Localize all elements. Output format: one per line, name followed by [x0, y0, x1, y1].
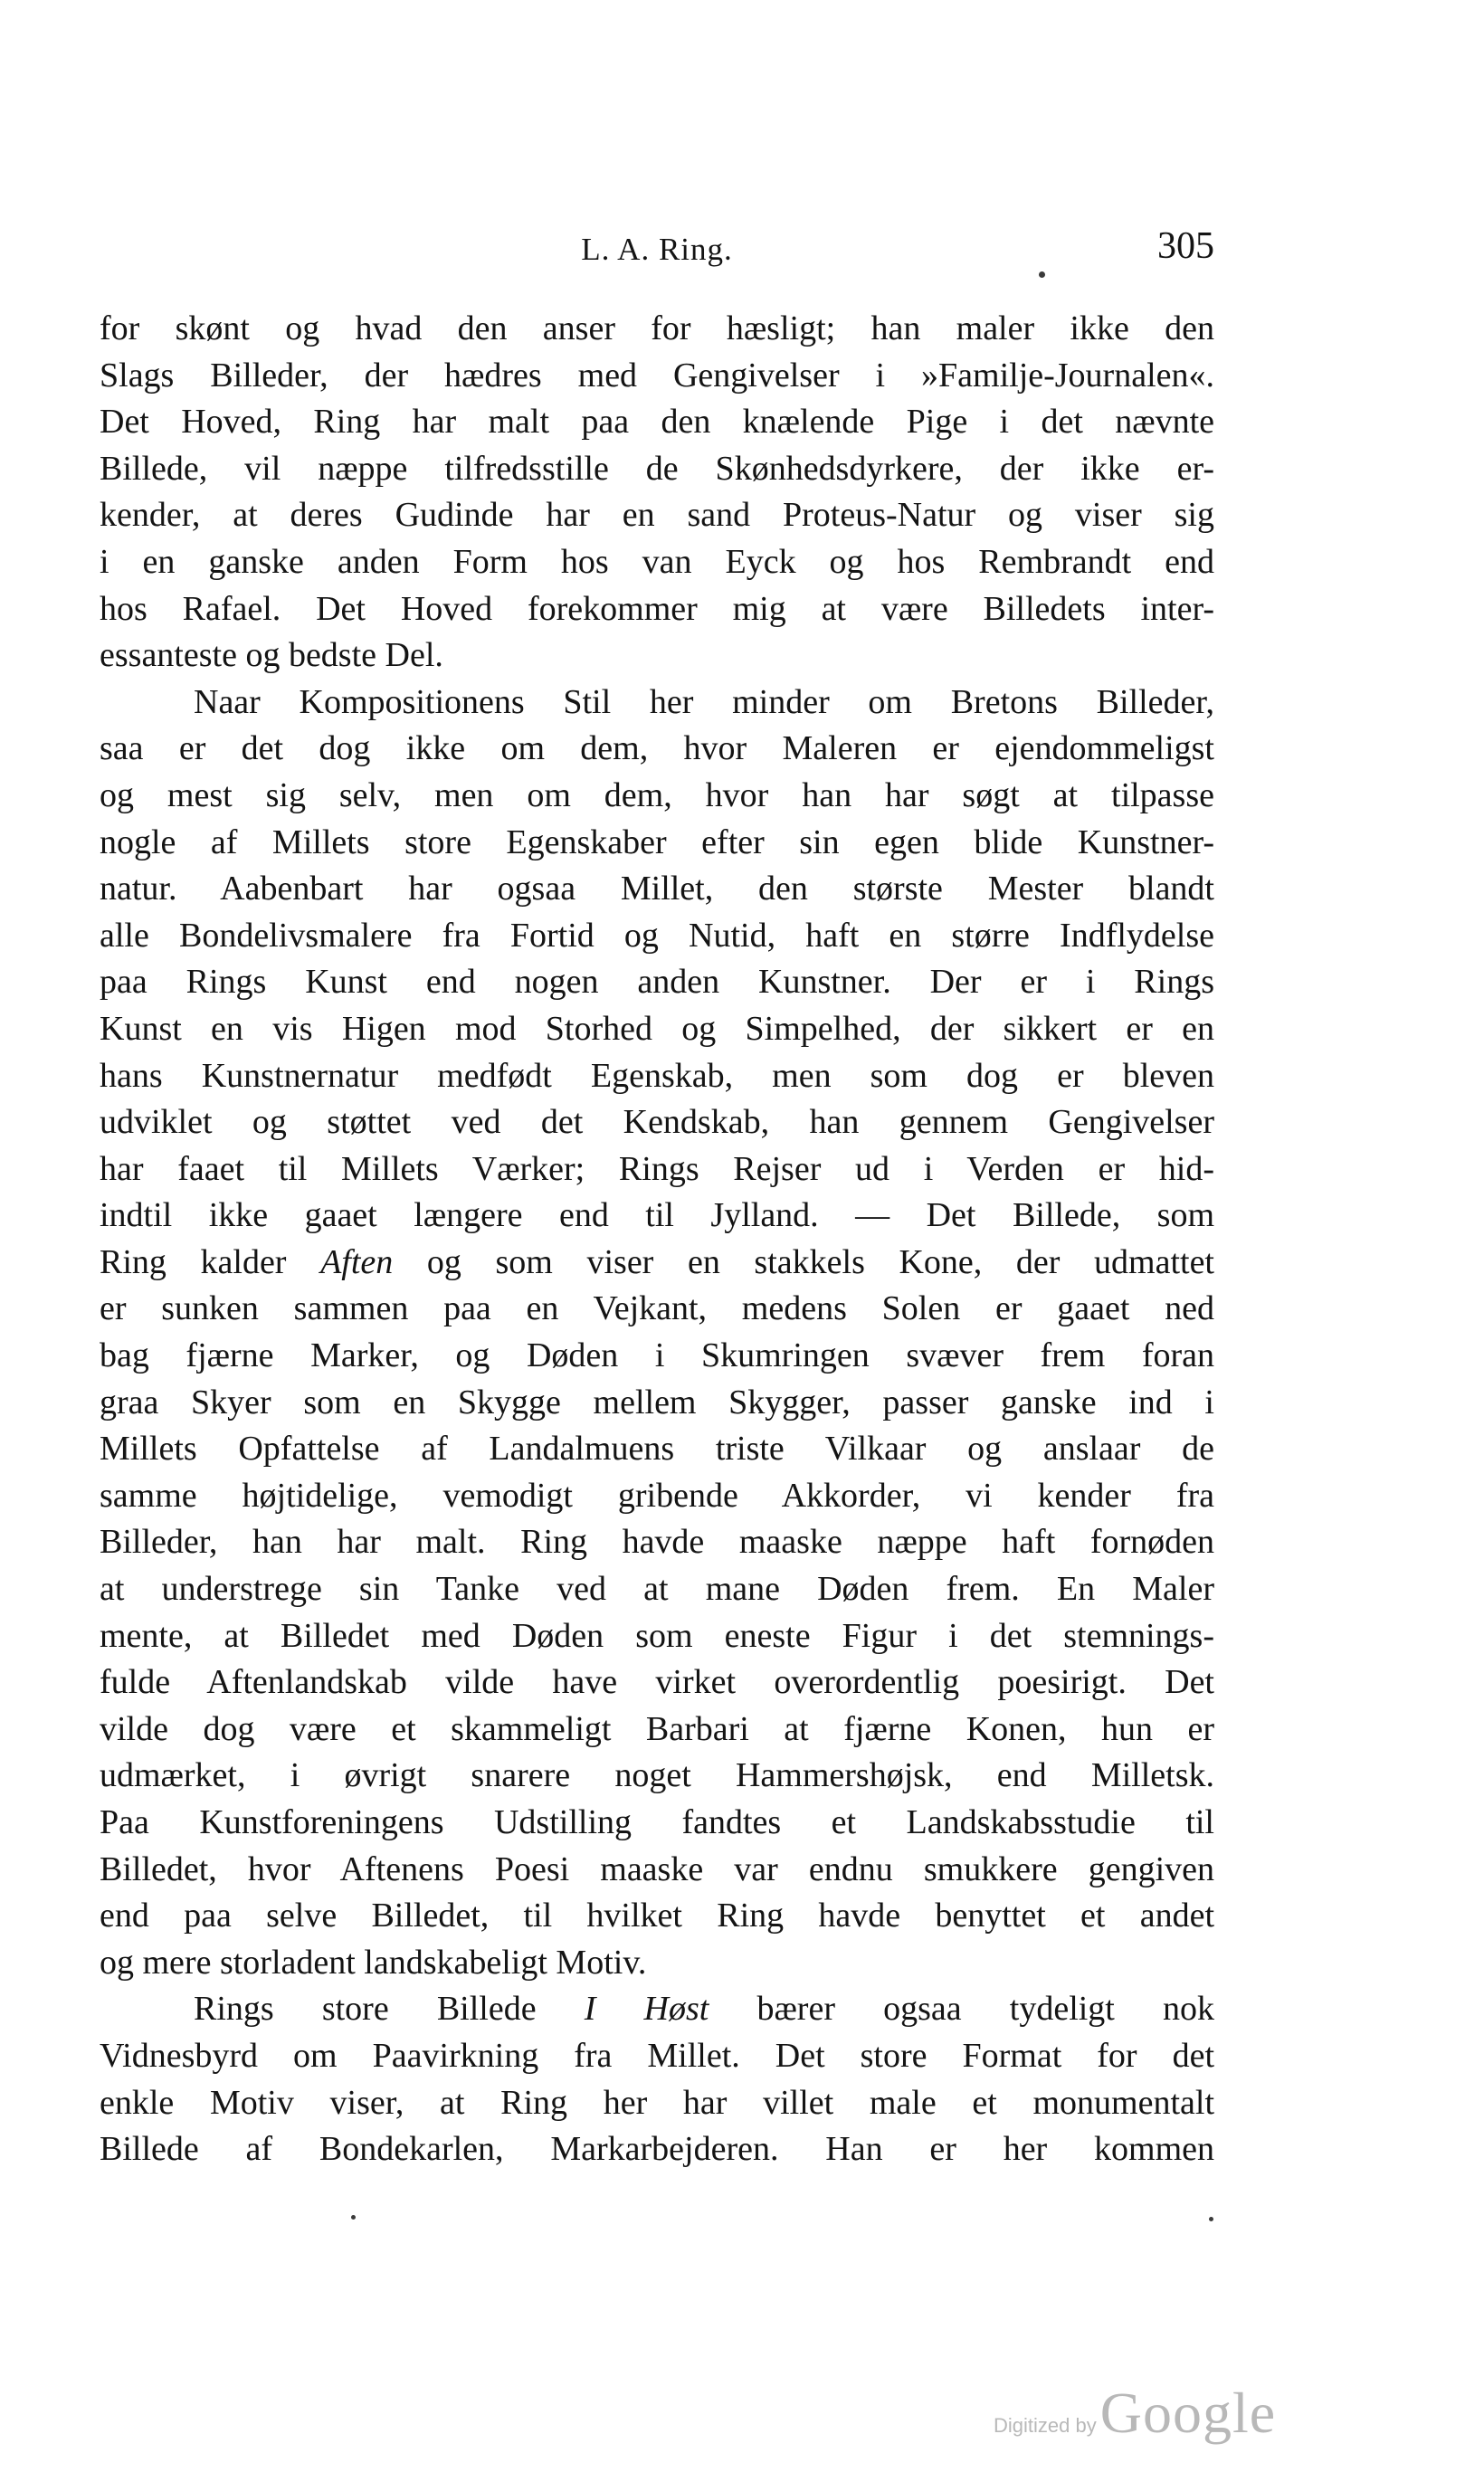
- text-line: paa Rings Kunst end nogen anden Kunstner. Der er i Rings: [100, 963, 1214, 1002]
- text-line: hos Rafael. Det Hoved forekommer mig at være Billedets inter-: [100, 589, 1214, 628]
- print-speck: [1039, 271, 1045, 278]
- text-line: og mere storladent landskabeligt Motiv.: [100, 1943, 647, 1982]
- text-line: fulde Aftenlandskab vilde have virket overordentlig poesirigt. Det: [100, 1663, 1214, 1702]
- text-line: at understrege sin Tanke ved at mane Døden frem. En Maler: [100, 1570, 1214, 1609]
- text-line: samme højtidelige, vemodigt gribende Akkorder, vi kender fra: [100, 1476, 1214, 1515]
- text-line: hans Kunstnernatur medfødt Egenskab, men som dog er bleven: [100, 1056, 1214, 1095]
- line-text-before: Rings store Billede: [194, 1990, 585, 2029]
- text-line: udmærket, i øvrigt snarere noget Hammershøjsk, end Milletsk.: [100, 1756, 1214, 1795]
- text-line: har faaet til Millets Værker; Rings Rejser ud i Verden er hid-: [100, 1149, 1214, 1188]
- paragraph-start: Naar Kompositionens Stil her minder om Bretons Billeder,: [194, 682, 1214, 721]
- text-line: indtil ikke gaaet længere end til Jylland. — Det Billede, som: [100, 1196, 1214, 1235]
- text-line: Billede, vil næppe tilfredsstille de Skønhedsdyrkere, der ikke er-: [100, 449, 1214, 488]
- text-line: for skønt og hvad den anser for hæsligt; han maler ikke den: [100, 309, 1214, 347]
- page-header: [100, 224, 1214, 279]
- text-line: Det Hoved, Ring har malt paa den knælende Pige i det nævnte: [100, 403, 1214, 442]
- text-line-with-italic: [100, 1240, 1214, 1287]
- text-line: Kunst en vis Higen mod Storhed og Simpelhed, der sikkert er en: [100, 1009, 1214, 1048]
- text-line: Millets Opfattelse af Landalmuens triste Vilkaar og anslaar de: [100, 1430, 1214, 1469]
- text-line: graa Skyer som en Skygge mellem Skygger, passer ganske ind i: [100, 1383, 1214, 1421]
- line-text-after: bærer ogsaa tydeligt nok: [709, 1990, 1214, 2029]
- digitized-by-google-watermark: [994, 2380, 1276, 2447]
- line-text-after: og som viser en stakkels Kone, der udmattet: [393, 1242, 1214, 1281]
- text-line: og mest sig selv, men om dem, hvor han har søgt at tilpasse: [100, 775, 1214, 814]
- text-line: nogle af Millets store Egenskaber efter sin egen blide Kunstner-: [100, 822, 1214, 861]
- text-line: bag fjærne Marker, og Døden i Skumringen svæver frem foran: [100, 1336, 1214, 1375]
- text-line: kender, at deres Gudinde har en sand Proteus-Natur og viser sig: [100, 496, 1214, 535]
- text-line: Billeder, han har malt. Ring havde maaske næppe haft fornøden: [100, 1523, 1214, 1562]
- text-line: Slags Billeder, der hædres med Gengivelser i »Familje-Journalen«.: [100, 356, 1214, 395]
- text-line: udviklet og støttet ved det Kendskab, han gennem Gengivelser: [100, 1103, 1214, 1142]
- text-line: alle Bondelivsmalere fra Fortid og Nutid, haft en større Indflydelse: [100, 916, 1214, 955]
- paragraph-start-with-italic: [100, 1986, 1214, 2033]
- text-line: Vidnesbyrd om Paavirkning fra Millet. Det store Format for det: [100, 2036, 1214, 2075]
- line-text-before: Ring kalder: [100, 1242, 321, 1281]
- text-line: Billedet, hvor Aftenens Poesi maaske var endnu smukkere gengiven: [100, 1849, 1214, 1888]
- text-line: Paa Kunstforeningens Udstilling fandtes et Landskabsstudie til: [100, 1803, 1214, 1841]
- running-title: L. A. Ring.: [581, 232, 733, 267]
- text-line: vilde dog være et skammeligt Barbari at fjærne Konen, hun er: [100, 1709, 1214, 1748]
- text-line: end paa selve Billedet, til hvilket Ring havde benyttet et andet: [100, 1897, 1214, 1935]
- painting-title-aften: Aften: [320, 1242, 394, 1281]
- body-text: [100, 306, 1214, 2173]
- text-line: saa er det dog ikke om dem, hvor Maleren er ejendommeligst: [100, 729, 1214, 768]
- page-number: 305: [1157, 225, 1214, 267]
- text-line: i en ganske anden Form hos van Eyck og hos Rembrandt end: [100, 542, 1214, 581]
- text-line: mente, at Billedet med Døden som eneste Figur i det stemnings-: [100, 1616, 1214, 1655]
- print-speck: [351, 2215, 356, 2220]
- text-line: essanteste og bedste Del.: [100, 636, 443, 675]
- print-speck: [1209, 2217, 1213, 2221]
- google-logo: Google: [1099, 2381, 1277, 2445]
- text-line: er sunken sammen paa en Vejkant, medens Solen er gaaet ned: [100, 1289, 1214, 1328]
- text-line: natur. Aabenbart har ogsaa Millet, den største Mester blandt: [100, 870, 1214, 908]
- painting-title-i-host: I Høst: [584, 1990, 709, 2029]
- text-line: Billede af Bondekarlen, Markarbejderen. Han er her kommen: [100, 2130, 1214, 2169]
- watermark-prefix: Digitized by: [994, 2414, 1097, 2437]
- text-line: enkle Motiv viser, at Ring her har villet male et monumentalt: [100, 2083, 1214, 2122]
